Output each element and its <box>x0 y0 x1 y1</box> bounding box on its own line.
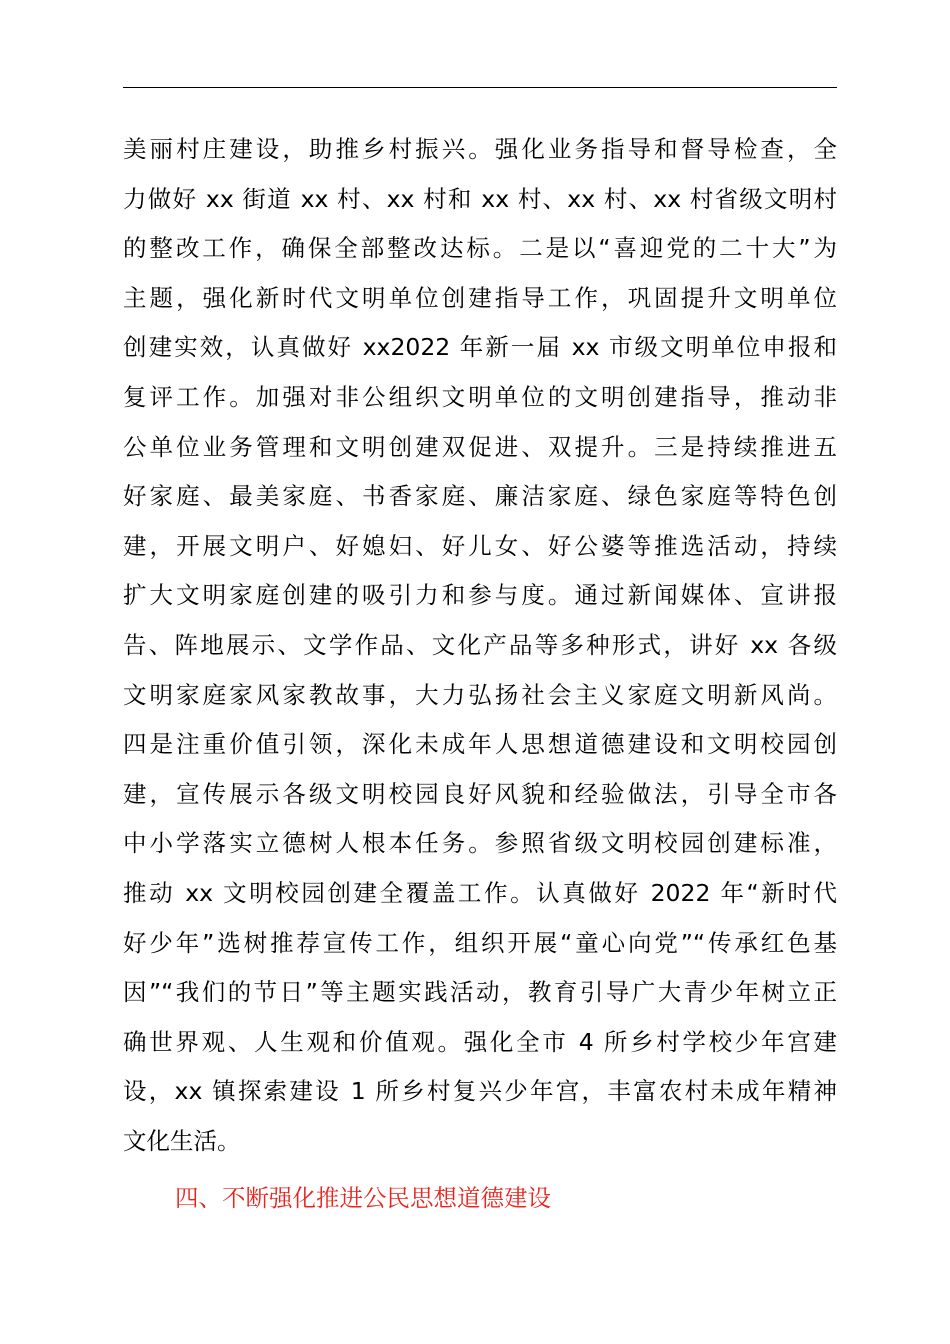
paragraph-line: 建，宣传展示各级文明校园良好风貌和经验做法，引导全市各 <box>123 779 837 808</box>
paragraph-line: 美丽村庄建设，助推乡村振兴。强化业务指导和督导检查，全 <box>123 135 837 163</box>
paragraph-line: 文明家庭家风家教故事，大力弘扬社会主义家庭文明新风尚。 <box>123 680 837 709</box>
paragraph-line: 扩大文明家庭创建的吸引力和参与度。通过新闻媒体、宣讲报 <box>123 581 837 610</box>
paragraph-line: 文化生活。 <box>123 1126 241 1155</box>
paragraph-line: 力做好 xx 街道 xx 村、xx 村和 xx 村、xx 村、xx 村省级文明村 <box>123 184 837 213</box>
paragraph-line: 因”“我们的节日”等主题实践活动，教育引导广大青少年树立正 <box>123 978 837 1007</box>
paragraph-line: 中小学落实立德树人根本任务。参照省级文明校园创建标准， <box>123 829 837 858</box>
paragraph-line: 的整改工作，确保全部整改达标。二是以“喜迎党的二十大”为 <box>123 234 837 263</box>
paragraph-line: 推动 xx 文明校园创建全覆盖工作。认真做好 2022 年“新时代 <box>123 878 837 907</box>
paragraph-line: 好家庭、最美家庭、书香家庭、廉洁家庭、绿色家庭等特色创 <box>123 482 837 511</box>
paragraph-line: 好少年”选树推荐宣传工作，组织开展“童心向党”“传承红色基 <box>123 928 837 957</box>
header-rule <box>123 87 837 88</box>
paragraph-line: 主题，强化新时代文明单位创建指导工作，巩固提升文明单位 <box>123 283 837 312</box>
paragraph-line: 设，xx 镇探索建设 1 所乡村复兴少年宫，丰富农村未成年精神 <box>123 1077 837 1106</box>
paragraph-line: 复评工作。加强对非公组织文明单位的文明创建指导，推动非 <box>123 382 837 411</box>
section-heading: 四、不断强化推进公民思想道德建设 <box>175 1184 551 1212</box>
paragraph-line: 建，开展文明户、好媳妇、好儿女、好公婆等推选活动，持续 <box>123 531 837 560</box>
paragraph-line: 确世界观、人生观和价值观。强化全市 4 所乡村学校少年宫建 <box>123 1027 837 1056</box>
body-paragraph <box>123 125 837 1166</box>
paragraph-line: 创建实效，认真做好 xx2022 年新一届 xx 市级文明单位申报和 <box>123 333 837 362</box>
paragraph-line: 四是注重价值引领，深化未成年人思想道德建设和文明校园创 <box>123 730 837 759</box>
paragraph-line: 告、阵地展示、文学作品、文化产品等多种形式，讲好 xx 各级 <box>123 630 837 659</box>
paragraph-line: 公单位业务管理和文明创建双促进、双提升。三是持续推进五 <box>123 432 837 461</box>
